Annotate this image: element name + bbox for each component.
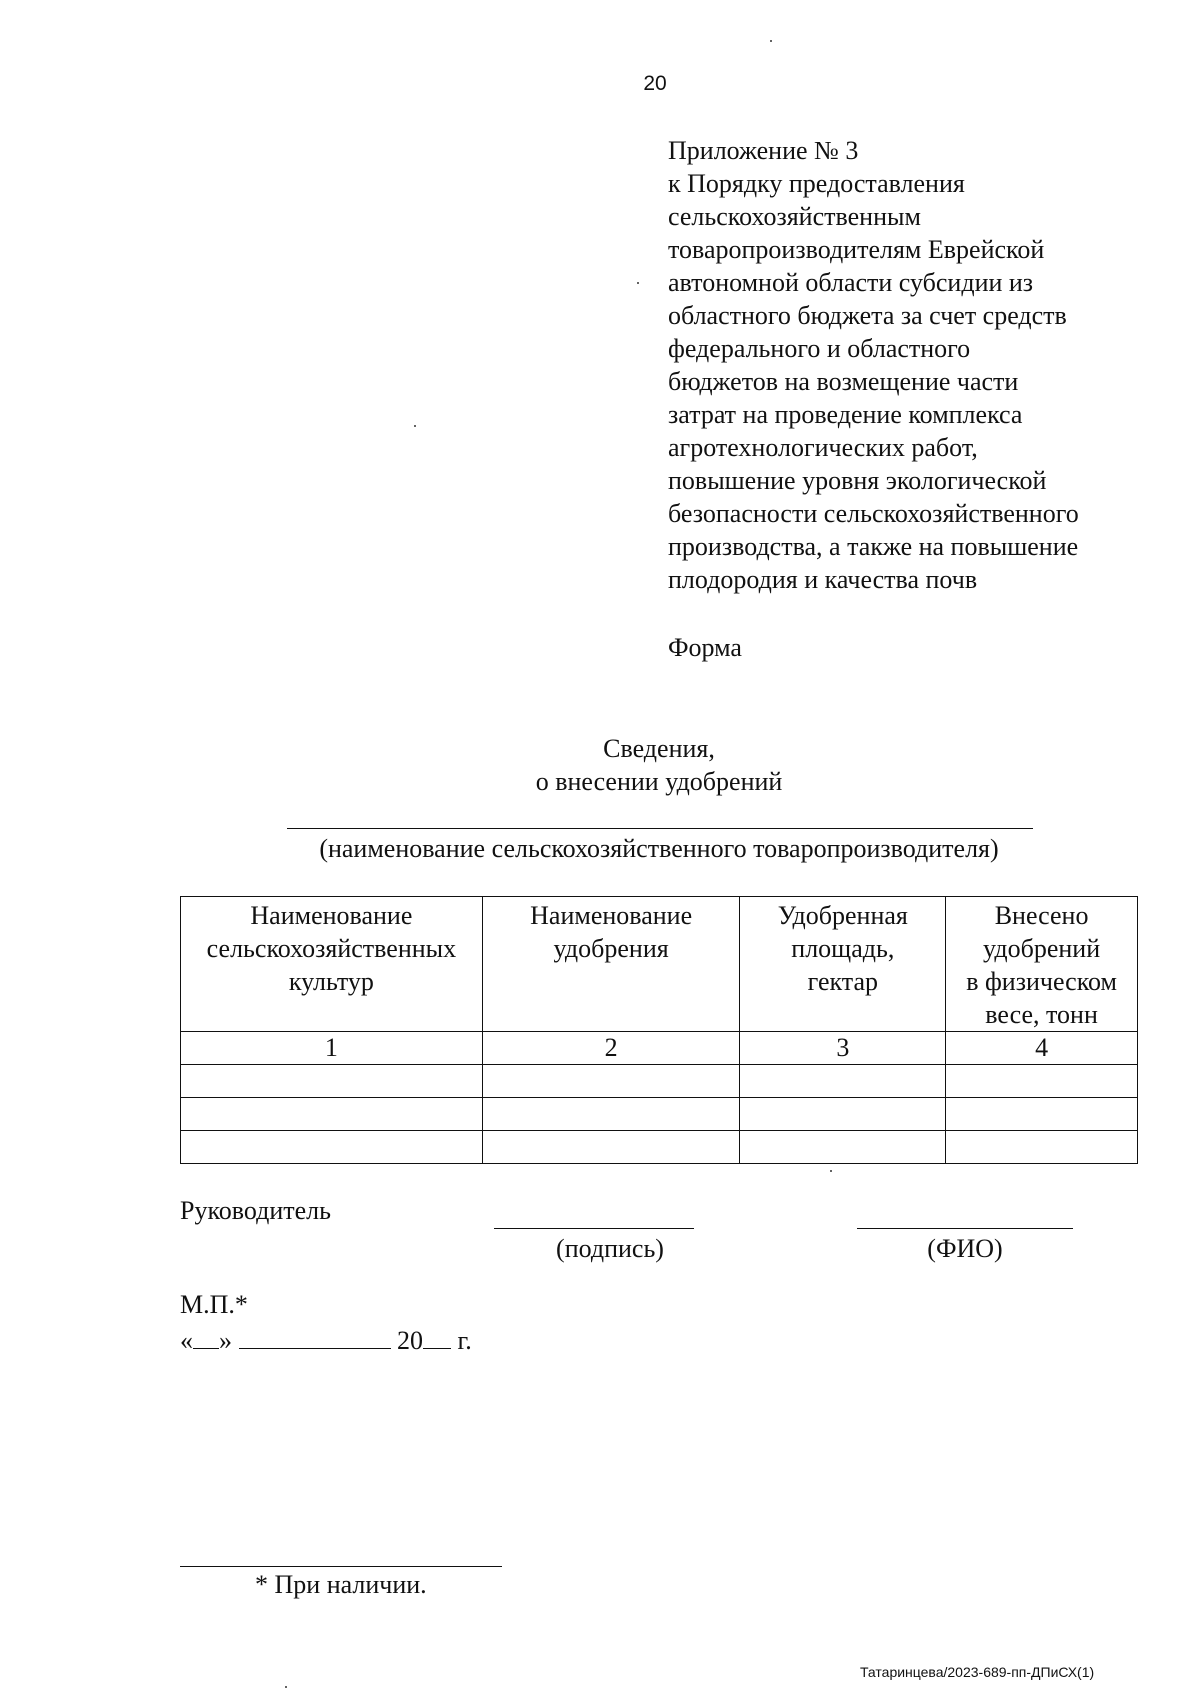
year-blank — [423, 1322, 451, 1349]
appendix-line: производства, а также на повышение — [668, 532, 1079, 561]
signer-role: Руководитель — [180, 1196, 331, 1225]
year-suffix: г. — [457, 1326, 472, 1355]
column-number: 4 — [946, 1032, 1138, 1065]
appendix-reference — [668, 134, 1188, 596]
appendix-line: агротехнологических работ, — [668, 433, 978, 462]
scan-speck — [770, 40, 772, 42]
month-blank — [239, 1322, 391, 1349]
document-code: Татаринцева/2023-689-пп-ДПиСХ(1) — [860, 1664, 1095, 1680]
column-number: 2 — [482, 1032, 740, 1065]
table-row — [181, 1065, 1138, 1098]
document-title — [0, 732, 1200, 798]
table-cell — [482, 1098, 740, 1131]
appendix-line: автономной области субсидии из — [668, 268, 1034, 297]
producer-caption: (наименование сельскохозяйственного товаропроизводителя) — [319, 834, 999, 863]
signature-caption: (подпись) — [556, 1234, 664, 1263]
table-cell — [946, 1098, 1138, 1131]
table-row — [181, 1131, 1138, 1164]
appendix-line: областного бюджета за счет средств — [668, 301, 1067, 330]
title-line-1: Сведения, — [603, 734, 715, 763]
scan-speck — [637, 282, 639, 284]
page-number: 20 — [643, 72, 667, 95]
year-prefix: 20 — [397, 1326, 423, 1355]
fertilizer-table — [180, 896, 1138, 1164]
table-cell — [946, 1131, 1138, 1164]
seal-mark: М.П.* — [180, 1290, 248, 1319]
footnote-separator — [180, 1566, 502, 1567]
date-line — [180, 1322, 472, 1356]
appendix-line: бюджетов на возмещение части — [668, 367, 1019, 396]
full-name-caption: (ФИО) — [927, 1234, 1003, 1263]
column-number: 3 — [740, 1032, 946, 1065]
table-cell — [946, 1065, 1138, 1098]
table-cell — [482, 1065, 740, 1098]
date-open-quote: « — [180, 1326, 193, 1355]
appendix-line: федерального и областного — [668, 334, 971, 363]
appendix-line: Приложение № 3 — [668, 136, 859, 165]
appendix-line: плодородия и качества почв — [668, 565, 978, 594]
date-close-quote: » — [219, 1326, 232, 1355]
appendix-line: товаропроизводителям Еврейской — [668, 235, 1045, 264]
table-cell — [181, 1098, 483, 1131]
appendix-line: затрат на проведение комплекса — [668, 400, 1023, 429]
scan-speck — [414, 425, 416, 427]
table-cell — [740, 1098, 946, 1131]
footnote: * При наличии. — [255, 1570, 427, 1599]
day-blank — [193, 1322, 219, 1349]
table-cell — [482, 1131, 740, 1164]
header-area: Удобренная площадь, гектар — [740, 897, 946, 1032]
header-crops: Наименование сельскохозяйственных культур — [181, 897, 483, 1032]
form-label: Форма — [668, 633, 742, 662]
title-line-2: о внесении удобрений — [535, 767, 783, 796]
appendix-line: сельскохозяйственным — [668, 202, 921, 231]
table-cell — [740, 1131, 946, 1164]
column-number-row — [181, 1032, 1138, 1065]
appendix-line: безопасности сельскохозяйственного — [668, 499, 1079, 528]
table-cell — [181, 1065, 483, 1098]
table-header-row — [181, 897, 1138, 1032]
header-amount: Внесено удобрений в физическом весе, тонн — [946, 897, 1138, 1032]
scan-speck — [285, 1686, 287, 1688]
table-cell — [740, 1065, 946, 1098]
table-row — [181, 1098, 1138, 1131]
column-number: 1 — [181, 1032, 483, 1065]
scan-speck — [830, 1170, 832, 1172]
appendix-line: повышение уровня экологической — [668, 466, 1047, 495]
header-fertilizer: Наименование удобрения — [482, 897, 740, 1032]
producer-name-blank — [287, 828, 1033, 829]
appendix-line: к Порядку предоставления — [668, 169, 965, 198]
signature-blank — [494, 1228, 694, 1229]
table-cell — [181, 1131, 483, 1164]
full-name-blank — [857, 1228, 1073, 1229]
